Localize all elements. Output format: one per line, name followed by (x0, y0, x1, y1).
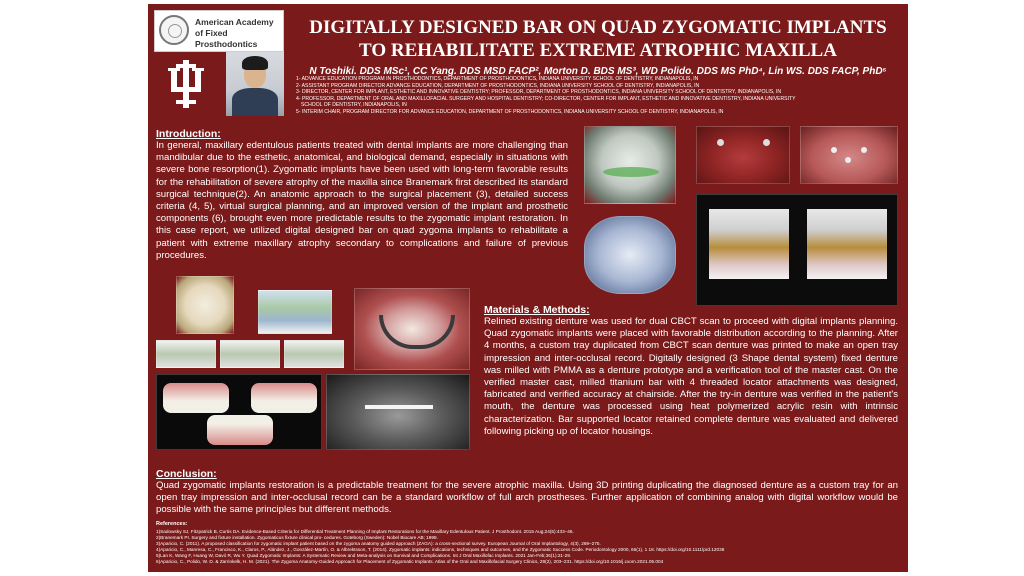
bar-design-image-1 (176, 276, 234, 334)
methods-heading: Materials & Methods: (484, 304, 590, 316)
affiliation-line: 1- ADVANCE EDUCATION PROGRAM IN PROSTHODONTICS, DEPARTMENT OF PROSTHODONTICS, INDIANA UNIVERSITY SCHOOL OF DENTISTRY, INDIANAPOLIS, IN (296, 76, 699, 82)
references-heading: References: (156, 521, 188, 527)
org-name: American Academy of Fixed Prosthodontics (195, 17, 274, 49)
custom-tray-image (584, 216, 676, 294)
conclusion-heading: Conclusion: (156, 468, 217, 480)
conclusion-text: Quad zygomatic implants restoration is a predictable treatment for the severe atrophic maxilla. Using 3D printing duplicating the diagnosed denture as a custom tray for an open tray impression and inter-occlusal record can be a standard workflow of full arch prostheses. Further application of combining analog with digital workflow would be possible with the same principles but different methods. (156, 480, 898, 516)
aafp-seal-icon (159, 15, 189, 45)
bar-design-image-3 (156, 340, 216, 368)
introduction-text: In general, maxillary edentulous patients treated with dental implants are more challenging than mandibular due to the esthetic, anatomical, and biological demand, especially in situations with severe bone resorption(1). Zygomatic implants have been used with long-term favorable results for the rehabilitation of severe atrophy of the maxilla since Branemark first described its standard surgical technique(2). An anatomic approach to the surgical placement (3), detailed success criteria (4, 5), virtual surgical planning, and an improved version of the implant and prosthetic components (6), brought even more predictable results to the zygomatic implant restoration. In this case report, we utilized digital designed bar on quad zygoma implants to rehabilitate a patient with extreme maxillary atrophy secondary to complications and failure of previous procedures. (156, 140, 568, 261)
references-section (156, 521, 898, 565)
bar-design-image-2 (258, 290, 332, 334)
authors: N Toshiki. DDS MSc¹, CC Yang. DDS MSD FACP², Morton D. BDS MS³, WD Polido. DDS MS PhD⁴, Lin WS. DDS FACP, PhD⁵ (309, 66, 887, 77)
affiliation-line: SCHOOL OF DENTISTRY, INDIANAPOLIS, IN (301, 102, 407, 108)
affiliation-line: 2- ASSISTANT PROGRAM DIRECTOR ADVANCE EDUCATION, DEPARTMENT OF PROSTHODONTICS, INDIANA UNIVERSITY SCHOOL OF DENTISTRY, INDIANAPOLIS, IN (296, 82, 700, 89)
intraoral-bar-photo (354, 288, 470, 370)
methods-text: Relined existing denture was used for dual CBCT scan to proceed with digital implants planning. Quad zygomatic implants were placed with favorable distribution according to the planning. After 4 months, a custom tray duplicated from CBCT scan denture was printed to make an open tray impression and inter-occlusal record. Digitally designed (3 Shape dental system) fixed denture was milled with PMMA as a denture prototype and a verification tool of the master cast. On the verified master cast, milled titanium bar with 4 threaded locator attachments was designed, fabricated and verified accuracy at chairside. After the try-in denture was verified in the patient's mouth, the denture was processed using heat polymerized acrylic resin with intrinsic characterization. Bar supported locator retained complete denture was evaluated and delivered following picking up of locator housings. (484, 316, 898, 437)
reference-item: 4)Aparicio, C., Manresa, C., Francisco, K., Claros, P., Alández, J., González-Martín, O. & Albrektsson, T. (2014). Zygomatic implants: indications, techniques and outcomes, and the Zygomatic Success Code. Periodontology 2000, 66(1), 1 18. https://doi.org/10.1111/prd.12038 (156, 547, 725, 552)
introduction-section (156, 128, 568, 262)
final-denture-photo (156, 374, 322, 450)
affiliation-line: 3- DIRECTOR, CENTER FOR IMPLANT, ESTHETIC AND INNOVATIVE DENTISTRY; PROFESSOR, DEPARTMENT OF PROSTHODONTICS, INDIANA UNIVERSITY SCHOOL OF DENTISTRY, INDIANAPOLIS, IN (296, 89, 782, 95)
methods-section (484, 304, 898, 438)
bar-design-image-4 (220, 340, 280, 368)
bar-design-image-5 (284, 340, 344, 368)
affiliations (296, 76, 896, 115)
articulator-photos (696, 194, 898, 306)
reference-item: 5)Lan K, Wang F, Huang W, Davó R, Wu Y. Quad Zygomatic Implants: A Systematic Review and Meta-analysis on Survival and Complications. Int J Oral Maxillofac Implants. 2021 Jan-Feb;36(1):21-29. (156, 553, 572, 558)
reference-item: 6)Aparicio, C., Polido, W. D. & Zarrinkelk, H. M. (2021). The Zygoma Anatomy-Guided Approach for Placement of Zygomatic Implants. Atlas of the Oral and Maxillofacial Surgery Clinics, 29(2), 203–231. https://doi.org/10.1016/j.cxom.2021.05.004 (156, 559, 664, 564)
poster (148, 4, 908, 572)
intraoral-photo-1 (696, 126, 790, 184)
introduction-heading: Introduction: (156, 128, 221, 140)
reference-item: 1)Sadowsky SJ, Fitzpatrick B, Curtis DA. Evidence-Based Criteria for Differential Treatment Planning of Implant Restorations for the Maxillary Edentulous Patient. J Prosthodont. 2015 Aug;24(6):433–46. (156, 529, 574, 534)
aafp-logo (154, 10, 284, 52)
poster-title: DIGITALLY DESIGNED BAR ON QUAD ZYGOMATIC IMPLANTS TO REHABILITATE EXTREME ATROPHIC MAXILLA (309, 17, 887, 61)
reference-item: 2)Branemark PI. Surgery and fixture installation. Zygomaticus fixture clinical pro- cedures. Goteborg (Sweden): Nobel Biocare AB; 1998. (156, 535, 438, 540)
reference-item: 3)Aparicio, C. (2011). A proposed classification for zygomatic implant patient based on the zygoma anatomy guided approach (ZAGA): a cross-sectional survey. European Journal of Oral Implantology, 4(3), 269–275. (156, 541, 601, 546)
affiliation-line: 4- PROFESSOR, DEPARTMENT OF ORAL AND MAXILLOFACIAL SURGERY AND HOSPITAL DENTISTRY; CO-DIRECTOR, CENTER FOR IMPLANT, ESTHETIC AND INNOVATIVE DENTISTRY, INDIANA UNIVERSITY (296, 95, 796, 102)
panoramic-radiograph (326, 374, 470, 450)
affiliation-line: 5- INTERIM CHAIR, PROGRAM DIRECTOR FOR ADVANCE EDUCATION, DEPARTMENT OF PROSTHODONTICS, INDIANA UNIVERSITY SCHOOL OF DENTISTRY, INDIANAPOLIS, IN (296, 108, 724, 115)
intraoral-photo-2 (800, 126, 898, 184)
skull-3d-image (584, 126, 676, 204)
author-photo (226, 52, 284, 116)
conclusion-section (156, 468, 898, 517)
iu-trident-logo-icon (168, 56, 204, 112)
